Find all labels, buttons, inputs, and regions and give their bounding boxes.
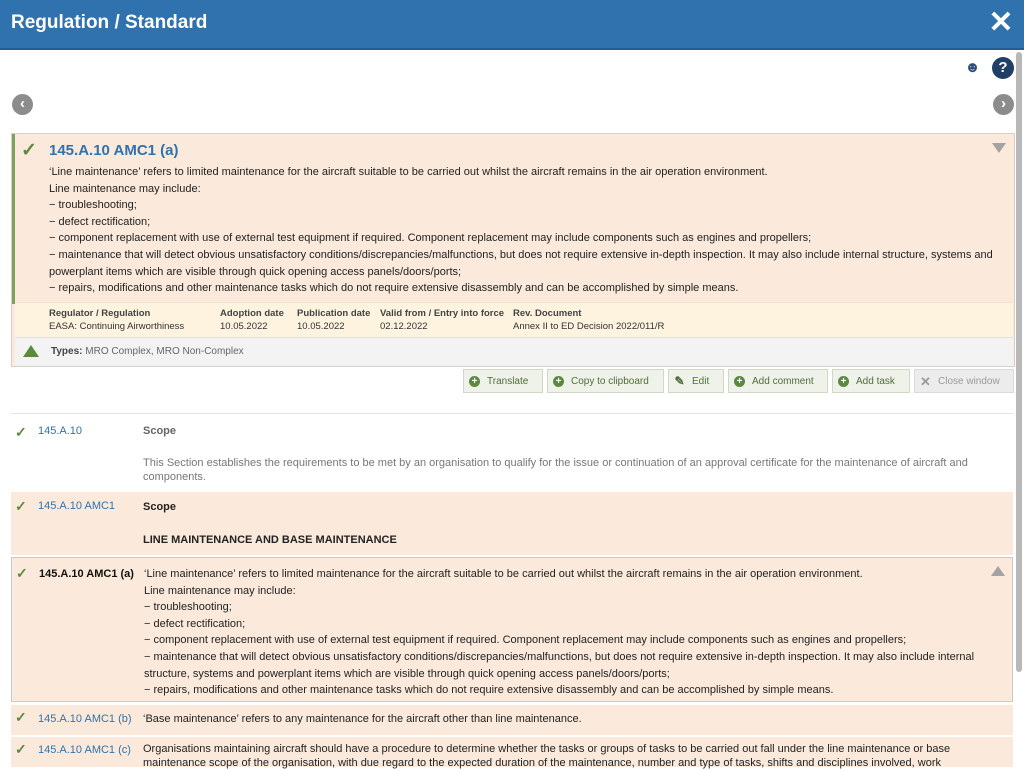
rev-document-field: Rev. Document Annex II to ED Decision 2022/011/R	[513, 308, 665, 332]
close-icon[interactable]: ✕	[988, 6, 1014, 39]
list-item-code[interactable]: 145.A.10 AMC1 (a)	[39, 568, 134, 580]
close-icon: ✕	[920, 374, 931, 389]
selected-regulation-card	[11, 133, 1015, 367]
window-titlebar	[0, 0, 1024, 50]
plus-icon: +	[553, 376, 564, 387]
publication-date-field: Publication date 10.05.2022	[297, 308, 371, 332]
help-toolbar	[962, 57, 1014, 79]
copy-to-clipboard-button[interactable]: + Copy to clipboard	[547, 369, 664, 393]
next-arrow-icon[interactable]: ›	[993, 94, 1014, 115]
support-agent-icon[interactable]: ☻	[962, 57, 984, 79]
close-window-button[interactable]: ✕ Close window	[914, 369, 1014, 393]
regulator-field: Regulator / Regulation EASA: Continuing Airworthiness	[49, 308, 185, 332]
list-item-text: ‘Line maintenance’ refers to limited maintenance for the aircraft suitable to be carried out whilst the aircraft remains in the air operation environment. Line maintenance may include: − troubleshooting; − defect rectification; − component replacement with use of external test equipment if required. Component replacement may include components such as engines and propellers; − maintenance that will detect obvious unsatisfactory conditions/discrepancies/malfunctions, but does not require extensive in-depth inspection. It may also include internal structure, systems and powerplant items which are visible through quick opening access panels/doors/ports; − repairs, modifications and other maintenance tasks which do not require extensive disassembly and can be accomplished by simple means.	[144, 568, 975, 697]
check-icon: ✓	[15, 741, 27, 757]
check-icon: ✓	[15, 424, 27, 440]
list-item-code[interactable]: 145.A.10 AMC1	[38, 500, 116, 512]
regulation-line: − maintenance that will detect obvious unsatisfactory conditions/discrepancies/malfunctions, but does not require extensive in-depth inspection. It may also include internal structure, systems and powerplant items which are visible through quick opening access panels/doors/ports;	[49, 248, 993, 278]
list-item-subtitle: LINE MAINTENANCE AND BASE MAINTENANCE	[143, 534, 397, 546]
regulation-line: Line maintenance may include:	[49, 182, 201, 195]
list-item-code[interactable]: 145.A.10	[38, 425, 83, 437]
types-bar	[15, 337, 1013, 366]
list-item-text: ‘Base maintenance’ refers to any maintenance for the aircraft other than line maintenance.	[143, 713, 582, 725]
list-item-title: Scope	[143, 501, 177, 513]
list-item-text: Organisations maintaining aircraft should have a procedure to determine whether the tasks or groups of tasks to be carried out fall under the line maintenance or base maintenance scope of the organisation, with due regard to the expected duration of the maintenance, number and type of tasks, shifts and disciplines involved, work	[143, 743, 951, 769]
list-item[interactable]	[11, 492, 1013, 555]
list-item-selected[interactable]	[11, 557, 1013, 702]
regulation-line: − defect rectification;	[49, 215, 151, 228]
expand-triangle-icon[interactable]	[23, 345, 39, 357]
regulation-line: − troubleshooting;	[49, 199, 137, 212]
adoption-date-field: Adoption date 10.05.2022	[220, 308, 284, 332]
check-icon: ✓	[21, 140, 37, 161]
translate-button[interactable]: + Translate	[463, 369, 543, 393]
regulation-line: ‘Line maintenance’ refers to limited maintenance for the aircraft suitable to be carried out whilst the aircraft remains in the air operation environment.	[49, 166, 768, 178]
plus-icon: +	[469, 376, 480, 387]
add-task-button[interactable]: + Add task	[832, 369, 910, 393]
pencil-icon: ✎	[674, 374, 685, 388]
scrollbar[interactable]	[1016, 52, 1022, 672]
regulation-metadata	[15, 302, 1013, 337]
regulation-code-heading[interactable]: 145.A.10 AMC1 (a)	[49, 142, 179, 159]
divider	[11, 413, 1013, 414]
check-icon: ✓	[15, 709, 27, 725]
check-icon: ✓	[15, 498, 27, 514]
collapse-triangle-icon[interactable]	[991, 566, 1005, 576]
list-item-code[interactable]: 145.A.10 AMC1 (c)	[38, 744, 131, 756]
list-item-text: This Section establishes the requirements to be met by an organisation to qualify for the issue or continuation of an approval certificate for the maintenance of aircraft and components.	[143, 457, 968, 483]
previous-arrow-icon[interactable]: ‹	[12, 94, 33, 115]
window-title: Regulation / Standard	[11, 12, 208, 33]
list-item[interactable]	[11, 705, 1013, 735]
valid-from-field: Valid from / Entry into force 02.12.2022	[380, 308, 505, 332]
regulation-line: − component replacement with use of external test equipment if required. Component replacement may include components such as engines and propellers;	[49, 232, 812, 245]
types-text: Types: MRO Complex, MRO Non-Complex	[51, 346, 244, 357]
plus-icon: +	[734, 376, 745, 387]
plus-icon: +	[838, 376, 849, 387]
card-accent-bar	[12, 134, 15, 304]
regulation-text	[49, 164, 994, 297]
edit-button[interactable]: ✎ Edit	[668, 369, 724, 393]
list-item[interactable]	[11, 420, 1013, 490]
check-icon: ✓	[16, 565, 28, 581]
add-comment-button[interactable]: + Add comment	[728, 369, 828, 393]
list-item-title: Scope	[143, 425, 177, 437]
collapse-triangle-icon[interactable]	[992, 143, 1006, 153]
list-item[interactable]	[11, 737, 1013, 767]
regulation-line: − repairs, modifications and other maintenance tasks which do not require extensive disassembly and can be accomplished by simple means.	[49, 282, 739, 295]
list-item-code[interactable]: 145.A.10 AMC1 (b)	[38, 713, 132, 725]
help-icon[interactable]: ?	[992, 57, 1014, 79]
